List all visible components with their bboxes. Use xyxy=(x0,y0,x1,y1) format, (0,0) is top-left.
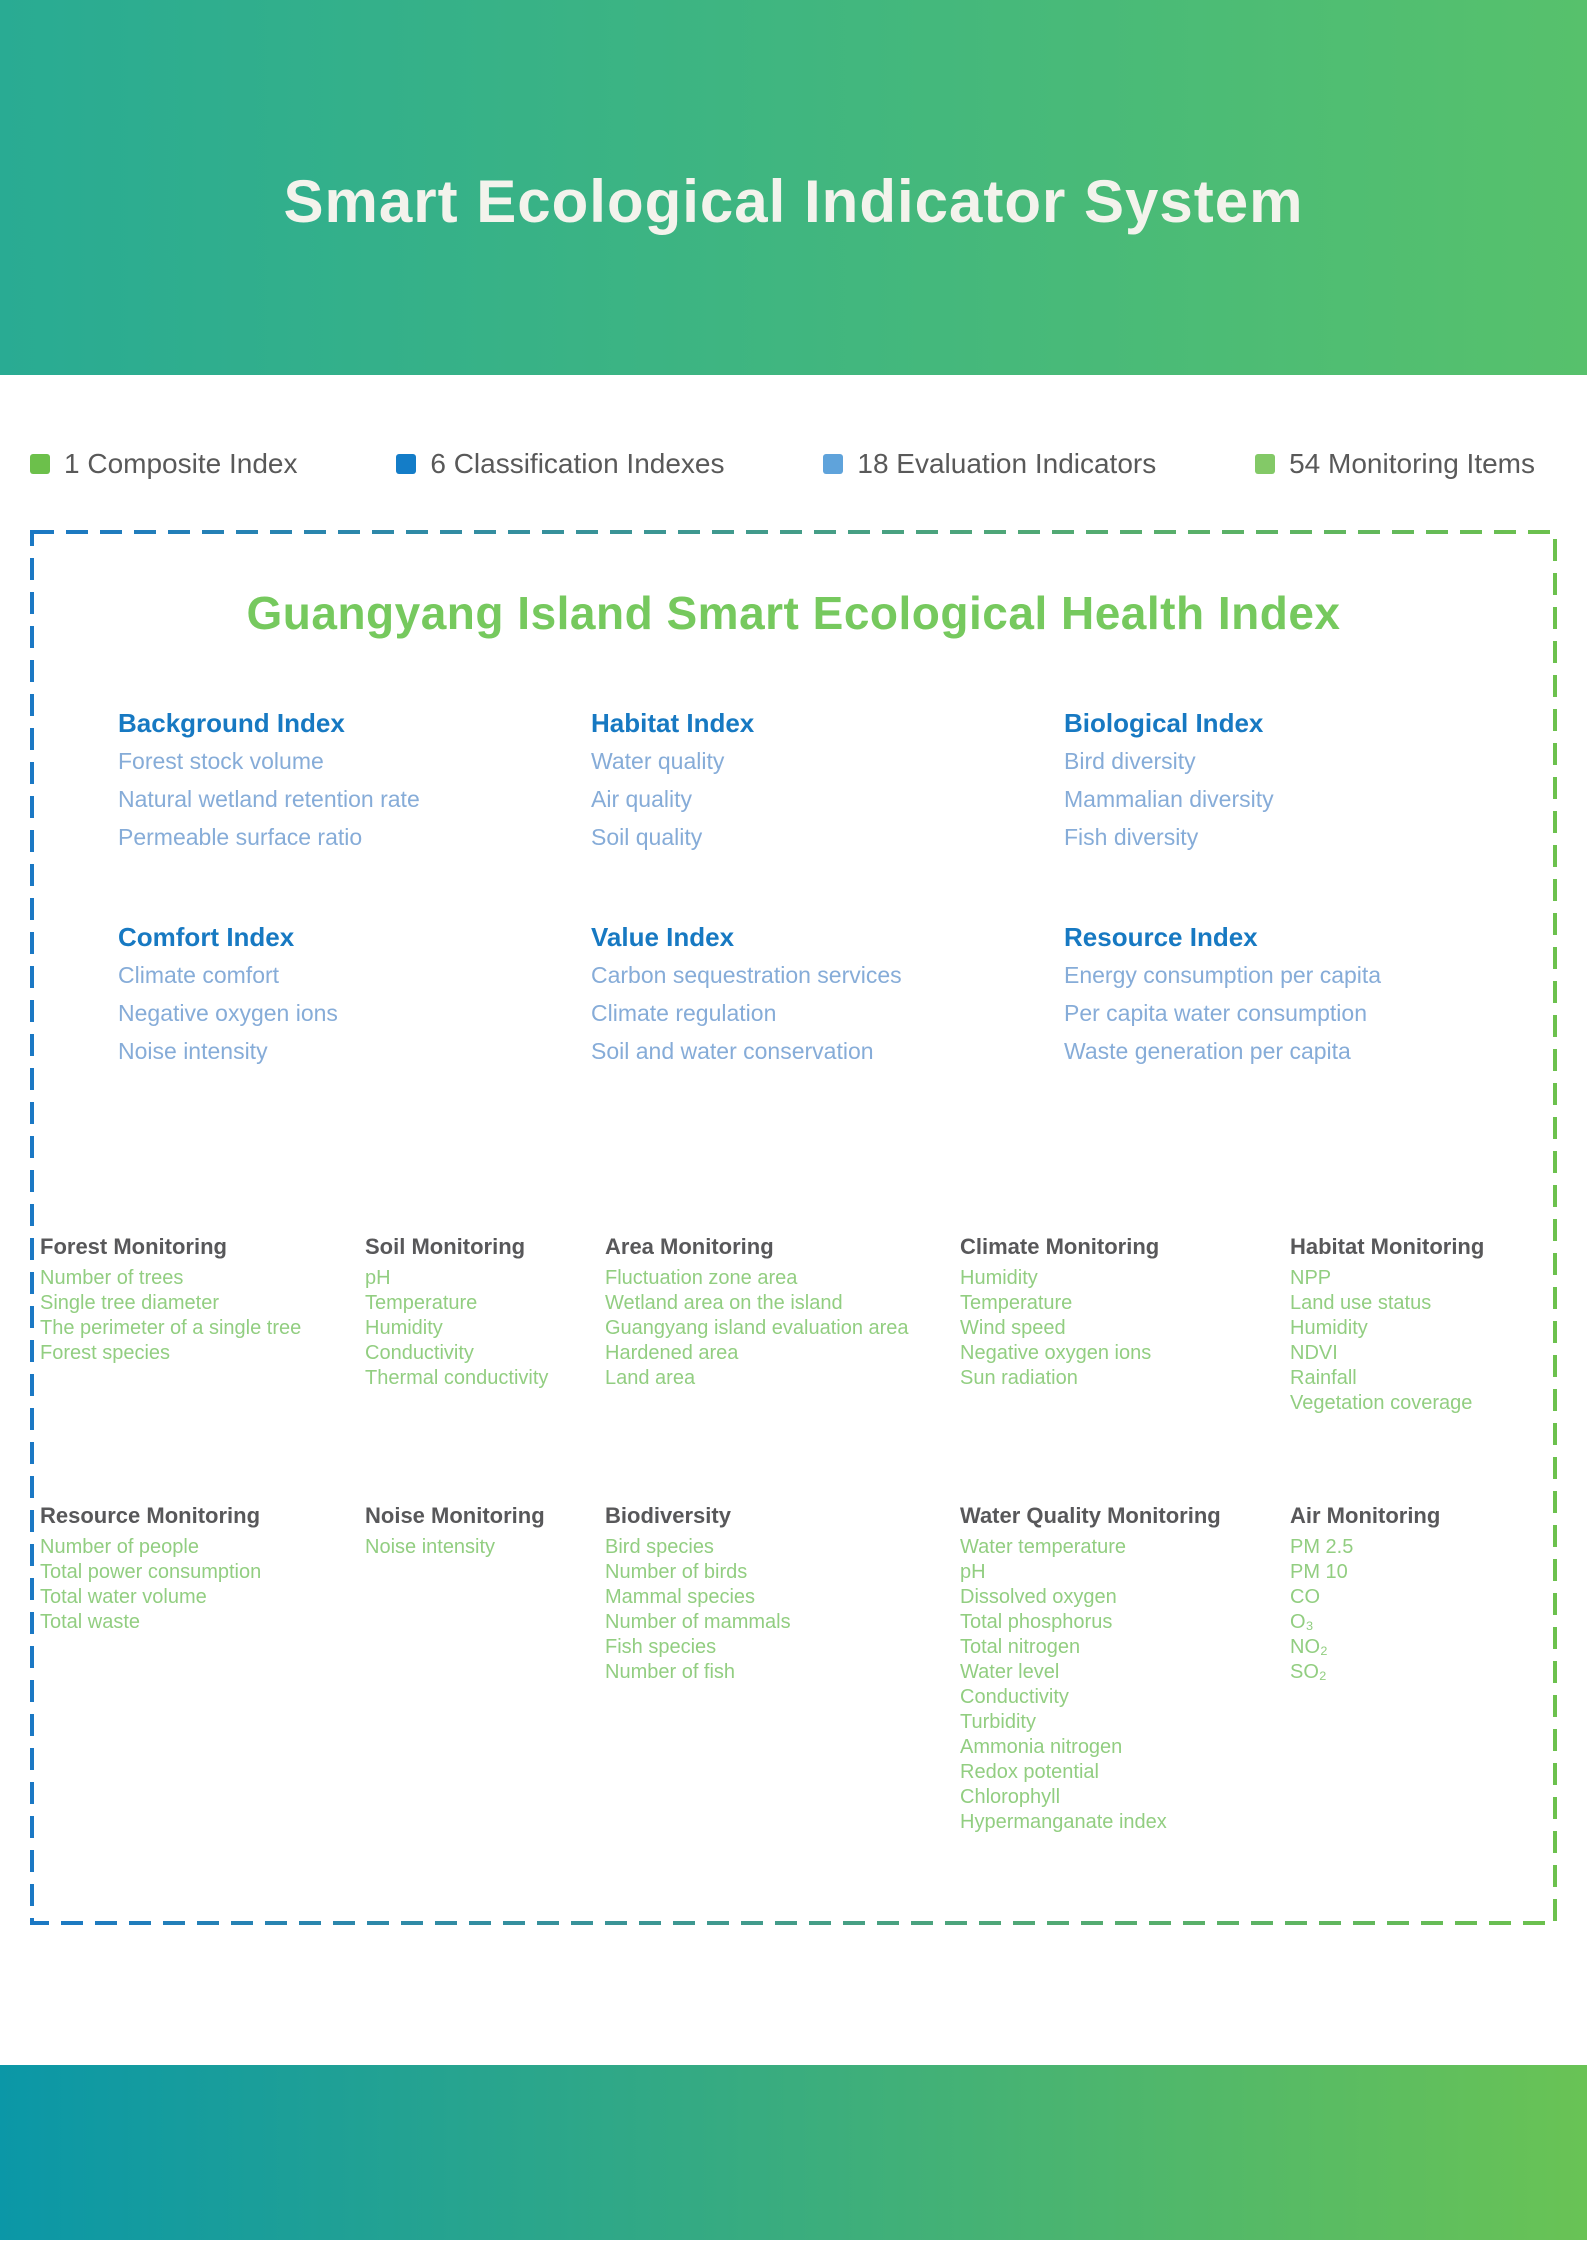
monitoring-item: Total phosphorus xyxy=(960,1611,1113,1633)
monitoring-item: PM 10 xyxy=(1290,1561,1348,1583)
monitoring-item: Bird species xyxy=(605,1536,714,1558)
monitoring-item: Single tree diameter xyxy=(40,1292,219,1314)
legend-label: 18 Evaluation Indicators xyxy=(857,448,1157,479)
monitoring-group-title: Biodiversity xyxy=(605,1503,731,1528)
monitoring-item: NO₂ xyxy=(1290,1636,1328,1658)
legend-label: 1 Composite Index xyxy=(64,448,298,479)
index-system-panel xyxy=(30,530,1557,1925)
monitoring-group-title: Area Monitoring xyxy=(605,1234,774,1259)
classification-index-group xyxy=(591,918,1064,1070)
monitoring-item: Total waste xyxy=(40,1611,141,1633)
classification-index-group-title: Biological Index xyxy=(1064,708,1264,738)
classification-index-item: Water quality xyxy=(591,748,725,774)
monitoring-item: Fluctuation zone area xyxy=(605,1267,798,1289)
monitoring-item: Guangyang island evaluation area xyxy=(605,1317,909,1339)
monitoring-item: Temperature xyxy=(365,1292,478,1314)
monitoring-group-title: Soil Monitoring xyxy=(365,1234,526,1259)
page-title: Smart Ecological Indicator System xyxy=(283,168,1304,235)
monitoring-item: Conductivity xyxy=(365,1342,474,1364)
monitoring-item: O₃ xyxy=(1290,1611,1314,1633)
monitoring-item: Redox potential xyxy=(960,1761,1099,1783)
monitoring-item: Turbidity xyxy=(960,1711,1036,1733)
monitoring-item: Number of people xyxy=(40,1536,199,1558)
classification-index-group xyxy=(1064,918,1537,1070)
legend-bar xyxy=(0,443,1587,485)
monitoring-group xyxy=(40,1232,365,1416)
legend-item xyxy=(30,448,297,480)
monitoring-group-title: Resource Monitoring xyxy=(40,1503,261,1528)
monitoring-item: Total power consumption xyxy=(40,1561,262,1583)
monitoring-item: Number of mammals xyxy=(605,1611,791,1633)
monitoring-item: PM 2.5 xyxy=(1290,1536,1354,1558)
monitoring-group-title: Water Quality Monitoring xyxy=(960,1503,1221,1528)
classification-index-group-title: Resource Index xyxy=(1064,922,1258,952)
monitoring-item: NDVI xyxy=(1290,1342,1338,1364)
monitoring-group-title: Forest Monitoring xyxy=(40,1234,227,1259)
classification-index-item: Negative oxygen ions xyxy=(118,1000,338,1026)
classification-index-item: Energy consumption per capita xyxy=(1064,962,1382,988)
monitoring-group xyxy=(605,1232,960,1416)
classification-index-item: Soil quality xyxy=(591,824,703,850)
classification-index-group xyxy=(118,918,591,1070)
legend-item xyxy=(1255,448,1535,480)
monitoring-item: The perimeter of a single tree xyxy=(40,1317,302,1339)
classification-index-item: Fish diversity xyxy=(1064,824,1199,850)
legend-item xyxy=(396,448,724,480)
monitoring-group-title: Habitat Monitoring xyxy=(1290,1234,1485,1259)
monitoring-item: Humidity xyxy=(960,1267,1038,1289)
monitoring-group-title: Noise Monitoring xyxy=(365,1503,545,1528)
classification-index-item: Climate regulation xyxy=(591,1000,777,1026)
monitoring-item: Humidity xyxy=(365,1317,443,1339)
monitoring-item: Negative oxygen ions xyxy=(960,1342,1152,1364)
header-banner xyxy=(0,0,1587,375)
monitoring-group xyxy=(40,1501,365,1835)
monitoring-item: Sun radiation xyxy=(960,1367,1078,1389)
monitoring-item: Rainfall xyxy=(1290,1367,1357,1389)
classification-index-group-title: Background Index xyxy=(118,708,345,738)
monitoring-item: Ammonia nitrogen xyxy=(960,1736,1123,1758)
classification-index-item: Natural wetland retention rate xyxy=(118,786,420,812)
classification-index-group-title: Value Index xyxy=(591,922,735,952)
legend-swatch-icon xyxy=(823,454,843,474)
legend-swatch-icon xyxy=(30,454,50,474)
monitoring-item: Number of trees xyxy=(40,1267,184,1289)
monitoring-item: Water level xyxy=(960,1661,1060,1683)
monitoring-item: Wetland area on the island xyxy=(605,1292,843,1314)
monitoring-item: Total nitrogen xyxy=(960,1636,1081,1658)
classification-index-item: Climate comfort xyxy=(118,962,280,988)
classification-index-group-title: Comfort Index xyxy=(118,922,295,952)
classification-index-item: Carbon sequestration services xyxy=(591,962,902,988)
monitoring-item: pH xyxy=(365,1267,391,1289)
classification-index-item: Mammalian diversity xyxy=(1064,786,1274,812)
legend-label: 54 Monitoring Items xyxy=(1289,448,1535,479)
monitoring-group xyxy=(960,1232,1290,1416)
monitoring-group xyxy=(605,1501,960,1835)
monitoring-group xyxy=(365,1501,605,1835)
monitoring-item: Number of birds xyxy=(605,1561,748,1583)
classification-index-group-title: Habitat Index xyxy=(591,708,755,738)
monitoring-grid xyxy=(30,1232,1557,1835)
classification-index-group xyxy=(591,704,1064,856)
classification-index-item: Bird diversity xyxy=(1064,748,1196,774)
monitoring-item: pH xyxy=(960,1561,986,1583)
classification-index-item: Noise intensity xyxy=(118,1038,268,1064)
classification-index-item: Per capita water consumption xyxy=(1064,1000,1367,1026)
monitoring-item: Chlorophyll xyxy=(960,1786,1061,1808)
health-index-title: Guangyang Island Smart Ecological Health Index xyxy=(246,587,1341,639)
monitoring-item: Hardened area xyxy=(605,1342,739,1364)
classification-index-item: Air quality xyxy=(591,786,692,812)
footer-banner xyxy=(0,2065,1587,2240)
monitoring-group xyxy=(1290,1232,1557,1416)
monitoring-item: Humidity xyxy=(1290,1317,1368,1339)
monitoring-item: Fish species xyxy=(605,1636,717,1658)
legend-swatch-icon xyxy=(396,454,416,474)
monitoring-item: Wind speed xyxy=(960,1317,1066,1339)
monitoring-item: Total water volume xyxy=(40,1586,207,1608)
classification-index-group xyxy=(1064,704,1537,856)
classification-index-item: Soil and water conservation xyxy=(591,1038,874,1064)
classification-index-item: Waste generation per capita xyxy=(1064,1038,1351,1064)
monitoring-item: Forest species xyxy=(40,1342,171,1364)
monitoring-item: NPP xyxy=(1290,1267,1332,1289)
monitoring-item: Hypermanganate index xyxy=(960,1811,1167,1833)
monitoring-item: Conductivity xyxy=(960,1686,1069,1708)
classification-index-item: Forest stock volume xyxy=(118,748,324,774)
monitoring-group xyxy=(365,1232,605,1416)
monitoring-item: Land area xyxy=(605,1367,696,1389)
monitoring-group xyxy=(960,1501,1290,1835)
legend-swatch-icon xyxy=(1255,454,1275,474)
monitoring-item: Mammal species xyxy=(605,1586,756,1608)
monitoring-item: Water temperature xyxy=(960,1536,1126,1558)
classification-index-grid xyxy=(30,640,1557,1070)
monitoring-item: Temperature xyxy=(960,1292,1073,1314)
monitoring-group xyxy=(1290,1501,1557,1835)
monitoring-item: SO₂ xyxy=(1290,1661,1327,1683)
monitoring-group-title: Air Monitoring xyxy=(1290,1503,1441,1528)
classification-index-group xyxy=(118,704,591,856)
monitoring-item: CO xyxy=(1290,1586,1320,1608)
monitoring-item: Land use status xyxy=(1290,1292,1432,1314)
monitoring-group-title: Climate Monitoring xyxy=(960,1234,1160,1259)
classification-index-item: Permeable surface ratio xyxy=(118,824,363,850)
legend-label: 6 Classification Indexes xyxy=(430,448,725,479)
monitoring-item: Dissolved oxygen xyxy=(960,1586,1117,1608)
monitoring-item: Number of fish xyxy=(605,1661,736,1683)
monitoring-item: Thermal conductivity xyxy=(365,1367,549,1389)
monitoring-item: Noise intensity xyxy=(365,1536,496,1558)
monitoring-item: Vegetation coverage xyxy=(1290,1392,1473,1414)
legend-item xyxy=(823,448,1156,480)
